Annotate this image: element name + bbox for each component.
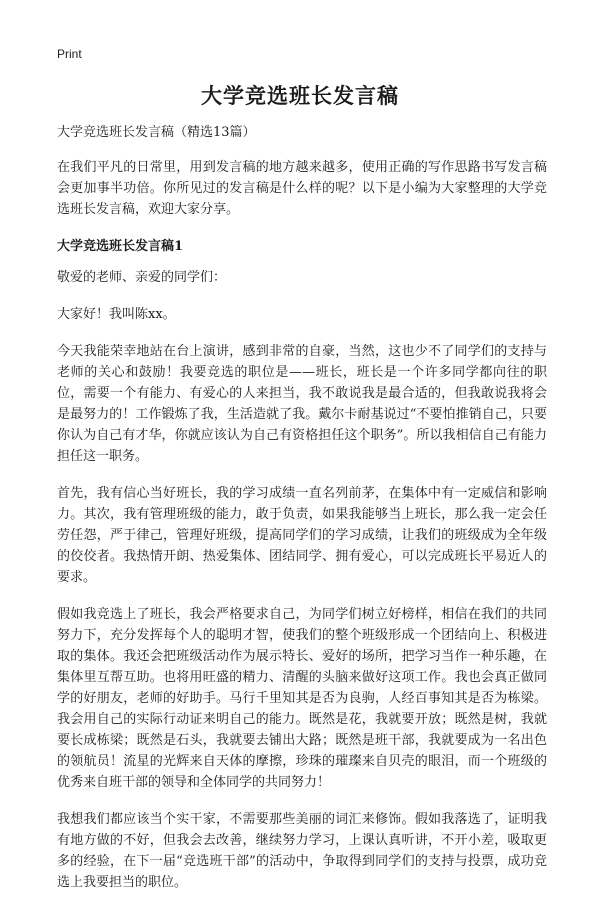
document-body	[57, 122, 547, 909]
print-link[interactable]: Print	[57, 47, 82, 61]
body-paragraph: 今天我能荣幸地站在台上演讲，感到非常的自豪，当然，这也少不了同学们的支持与老师的关心和鼓励！我要竞选的职位是——班长，班长是一个许多同学都向往的职位，需要一个有能力、有爱心的人来担当，我不敢说我是最合适的，但我敢说我将会是最努力的！工作锻炼了我，生活造就了我。戴尔卡耐基说过“不要怕推销自己，只要你认为自己有才华，你就应该认为自己有资格担任这个职务”。所以我相信自己有能力担任这一职务。	[57, 344, 547, 464]
intro-paragraph: 在我们平凡的日常里，用到发言稿的地方越来越多，使用正确的写作思路书写发言稿会更加事半功倍。你所见过的发言稿是什么样的呢？以下是小编为大家整理的大学竞选班长发言稿，欢迎大家分享。	[57, 160, 547, 217]
greeting-line: 敬爱的老师、亲爱的同学们：	[57, 270, 227, 285]
body-paragraph: 我想我们都应该当个实干家，不需要那些美丽的词汇来修饰。假如我落选了，证明我有地方做的不好，但我会去改善，继续努力学习，上课认真听讲，不开小差，吸取更多的经验，在下一届“竞选班干部”的活动中，争取得到同学们的支持与投票，成功竞选上我要担当的职位。	[57, 812, 547, 890]
hello-line: 大家好！我叫陈xx。	[57, 307, 176, 322]
body-paragraph: 假如我竞选上了班长，我会严格要求自己，为同学们树立好榜样，相信在我们的共同努力下，充分发挥每个人的聪明才智，使我们的整个班级形成一个团结向上、积极进取的集体。我还会把班级活动作为展示特长、爱好的场所，把学习当作一种乐趣，在集体里互帮互助。也将用旺盛的精力、清醒的头脑来做好这项工作。我也会真正做同学的好朋友，老师的好助手。马行千里知其是否为良驹，人经百事知其是否为栋梁。我会用自己的实际行动证来明自己的能力。既然是花，我就要开放；既然是树，我就要长成栋梁；既然是石头，我就要去铺出大路；既然是班干部，我就要成为一名出色的领航员！流星的光辉来自天体的摩擦，珍珠的璀璨来自贝壳的眼泪，而一个班级的优秀来自班干部的领导和全体同学的共同努力！	[57, 607, 547, 790]
document-subtitle: 大学竞选班长发言稿（精选13篇）	[57, 125, 256, 140]
document-title: 大学竞选班长发言稿	[201, 83, 399, 108]
section-heading: 大学竞选班长发言稿1	[57, 239, 184, 254]
body-paragraph: 首先，我有信心当好班长，我的学习成绩一直名列前茅，在集体中有一定威信和影响力。其次，我有管理班级的能力，敢于负责，如果我能够当上班长，那么我一定会任劳任怨，严于律己，管理好班级，提高同学们的学习成绩，让我们的班级成为全年级的佼佼者。我热情开朗、热爱集体、团结同学、拥有爱心，可以完成班长平易近人的要求。	[57, 486, 547, 585]
